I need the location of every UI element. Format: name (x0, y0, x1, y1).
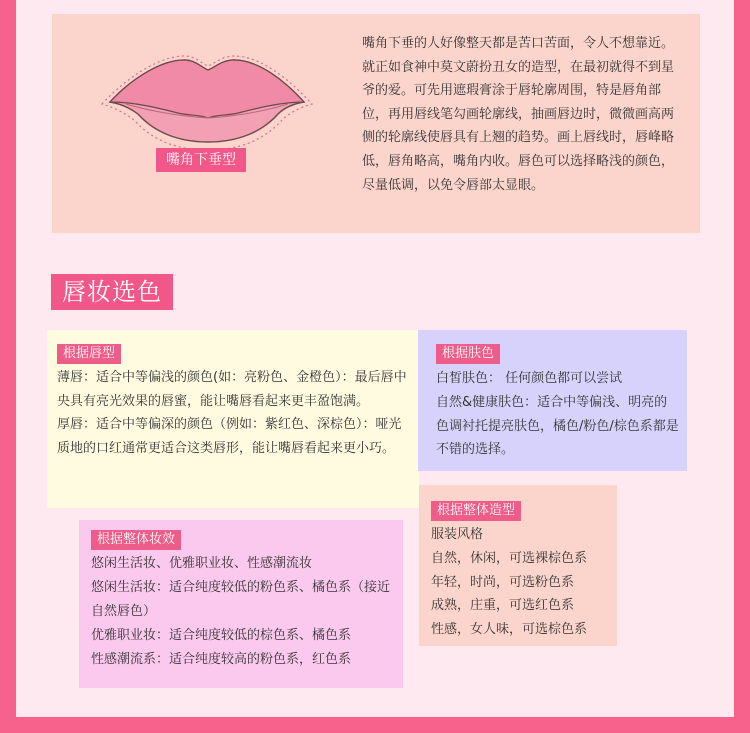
overall-makeup-line: 悠闲生活妆：适合纯度较低的粉色系、橘色系（接近自然唇色） (91, 580, 391, 619)
overall-makeup-line: 优雅职业妆：适合纯度较低的棕色系、橘色系 (91, 628, 352, 643)
lip-shape-line: 薄唇：适合中等偏浅的颜色(如：亮粉色、金橙色）：最后唇中央具有亮光效果的唇蜜，能让嘴唇看起来更丰盈饱满。 (57, 370, 407, 409)
lip-shape-line: 厚唇：适合中等偏深的颜色（例如：紫红色、深棕色）：哑光质地的口红通常更适合这类唇形，能让嘴唇看起来更小巧。 (57, 417, 402, 456)
overall-makeup-box (79, 520, 403, 688)
section-title: 唇妆选色 (51, 274, 173, 310)
overall-makeup-line: 性感潮流系：适合纯度较高的粉色系，红色系 (91, 652, 352, 667)
overall-style-line: 自然，休闲，可选裸棕色系 (431, 550, 588, 566)
overall-makeup-body (91, 552, 395, 672)
overall-style-body (431, 523, 609, 642)
overall-style-line: 性感，女人味，可选棕色系 (431, 622, 588, 638)
overall-makeup-tag: 根据整体妆效 (91, 530, 181, 550)
overall-style-tag: 根据整体造型 (431, 501, 521, 521)
lip-shape-body (57, 366, 411, 460)
skin-tone-line: 自然&健康肤色：适合中等偏浅、明亮的色调衬托提亮肤色，橘色/粉色/棕色系都是不错的选择。 (436, 394, 679, 458)
skin-tone-box (418, 330, 687, 471)
skin-tone-tag: 根据肤色 (436, 344, 500, 364)
overall-style-line: 服装风格 (431, 527, 484, 542)
lip-shape-card (52, 14, 700, 233)
overall-style-box (419, 485, 617, 646)
overall-makeup-line: 悠闲生活妆、优雅职业妆、性感潮流妆 (91, 556, 313, 571)
skin-tone-line: 白皙肤色： 任何颜色都可以尝试 (436, 371, 623, 386)
lips-caption: 嘴角下垂型 (156, 148, 246, 172)
lip-shape-tag: 根据唇型 (57, 344, 121, 364)
lips-description: 嘴角下垂的人好像整天都是苦口苦面，令人不想靠近。就正如食神中莫文蔚扮丑女的造型，在最初就得不到星爷的爱。可先用遮瑕膏涂于唇轮廓周围，特是唇角部位，再用唇线笔勾画轮廓线，抽画唇边时，微微画高两侧的轮廓线使唇具有上翘的趋势。画上唇线时，唇峰略低，唇角略高，嘴角内收。唇色可以选择略浅的颜色，尽量低调，以免令唇部太显眼。 (362, 36, 675, 193)
skin-tone-body (436, 367, 679, 462)
lip-shape-box (47, 330, 419, 508)
overall-style-line: 年轻，时尚，可选粉色系 (431, 574, 575, 590)
overall-style-line: 成熟，庄重，可选红色系 (431, 598, 575, 614)
